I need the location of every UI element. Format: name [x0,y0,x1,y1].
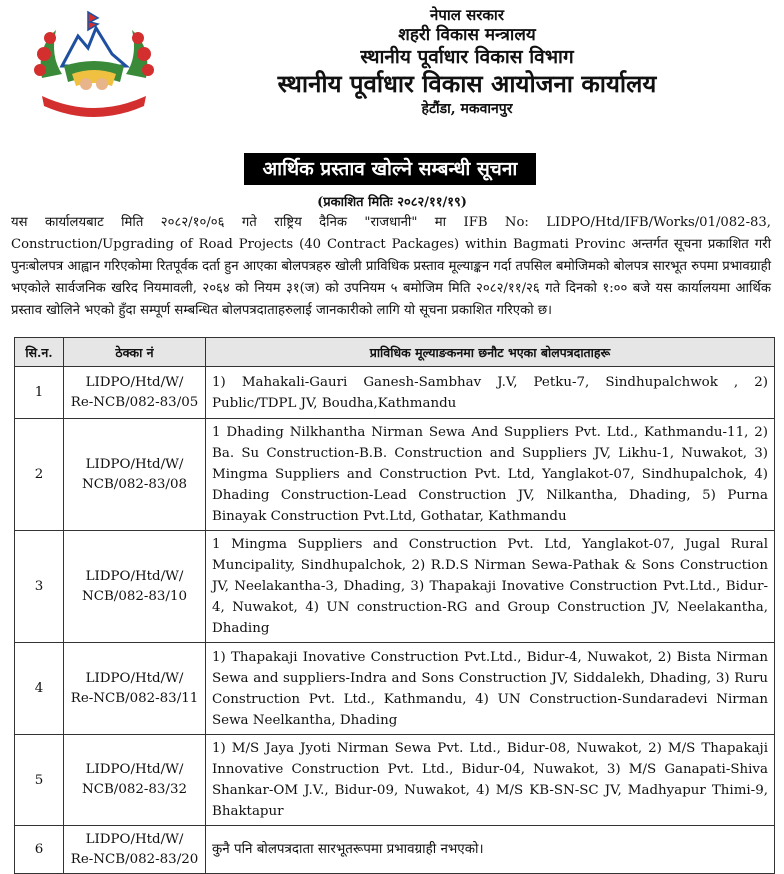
nepal-government-emblem-icon [28,8,160,120]
row-contract-no [64,735,206,826]
contract-no-line-2: NCB/082-83/08 [82,476,187,492]
notice-title: आर्थिक प्रस्ताव खोल्ने सम्बन्धी सूचना [244,153,536,185]
contract-no-line-1: LIDPO/Htd/W/ [85,374,184,390]
table-row [15,367,775,419]
contract-no-line-1: LIDPO/Htd/W/ [85,831,184,847]
row-contract-no [64,531,206,643]
notice-intro-paragraph: यस कार्यालयबाट मिति २०८२/१०/०६ गते राष्ट्रिय दैनिक "राजधानी" मा IFB No: LIDPO/Htd/IFB/Works/01/082-83, Construction/Upgrading of Road Projects (40 Contract Packages) within Bagmati Provinc अन्तर्गत सूचना प्रकाशित गरी पुनःबोलपत्र आह्वान गरिएकोमा रितपूर्वक दर्ता हुन आएका बोलपत्रहरु खोली प्राविधिक प्रस्ताव मूल्याङ्कन गर्दा तपसिल बमोजिमको बोलपत्र सारभूत रुपमा प्रभावग्राही भएकोले सार्वजनिक खरिद नियमावली, २०६४ को नियम ३१(ज) को उपनियम ५ बमोजिम मिति २०८२/११/२६ गते दिनको १:०० बजे यस कार्यालयमा आर्थिक प्रस्ताव खोलिने भएको हुँदा सम्पूर्ण सम्बन्धित बोलपत्रदाताहरुलाई जानकारीको लागि यो सूचना प्रकाशित गरिएको छ। [11,215,771,318]
table-row [15,419,775,531]
contract-no-line-2: Re-NCB/082-83/05 [70,394,199,410]
row-bidders: 1) Mahakali-Gauri Ganesh-Sambhav J.V, Petku-7, Sindhupalchwok , 2) Public/TDPL JV, Boudha,Kathmandu [206,367,775,419]
row-serial: 5 [15,735,64,826]
department-name: स्थानीय पूर्वाधार विकास विभाग [360,46,574,68]
row-contract-no [64,367,206,419]
ministry-name: शहरी विकास मन्त्रालय [398,25,536,45]
bidders-table [14,337,775,874]
office-header [160,6,774,119]
row-serial: 4 [15,643,64,735]
row-contract-no [64,419,206,531]
row-bidders: 1 Mingma Suppliers and Construction Pvt. Ltd, Yanglakot-07, Jugal Rural Muncipality, Sindhupalchok, 2) R.D.S Nirman Sewa-Pathak & Sons Construction JV, Neelakantha-3, Dhading, 3) Thapakaji Inovative Construction Pvt.Ltd., Bidur-4, Nuwakot, 4) UN construction-RG and Group Construction JV, Neelakantha, Dhading [206,531,775,643]
contract-no-line-2: NCB/082-83/10 [82,588,187,604]
row-serial: 3 [15,531,64,643]
row-bidders: 1 Dhading Nilkhantha Nirman Sewa And Suppliers Pvt. Ltd., Kathmandu-11, 2) Ba. Su Construction-B.B. Construction and Suppliers JV, Likhu-1, Nuwakot, 3) Mingma Suppliers and Construction Pvt. Ltd, Yanglakot-07, Sindhupalchok, 4) Dhading Construction-Lead Construction JV, Nilkantha, Dhading, 5) Purna Binayak Construction Pvt.Ltd, Gothatar, Kathmandu [206,419,775,531]
table-header-row [15,338,775,367]
contract-no-line-2: Re-NCB/082-83/20 [70,851,199,867]
header-contract-no: ठेक्का नं [64,338,206,367]
published-date: (प्रकाशित मितिः २०८२/११/१९) [317,195,467,210]
table-row [15,531,775,643]
office-name: स्थानीय पूर्वाधार विकास आयोजना कार्यालय [277,69,657,98]
office-location: हेटौंडा, मकवानपुर [421,101,513,117]
government-name: नेपाल सरकार [430,6,504,24]
header-serial: सि.न. [15,338,64,367]
contract-no-line-1: LIDPO/Htd/W/ [85,762,184,777]
contract-no-line-2: Re-NCB/082-83/11 [70,690,199,706]
contract-no-line-1: LIDPO/Htd/W/ [85,568,184,584]
row-serial: 6 [15,826,64,874]
row-bidders: कुनै पनि बोलपत्रदाता सारभूतरूपमा प्रभावग्राही नभएको। [206,826,775,874]
table-row [15,643,775,735]
table-row [15,735,775,826]
contract-no-line-1: LIDPO/Htd/W/ [85,456,184,472]
row-contract-no [64,826,206,874]
row-contract-no [64,643,206,735]
contract-no-line-2: NCB/082-83/32 [82,782,187,797]
header-bidders: प्राविधिक मूल्याङकनमा छनौट भएका बोलपत्रदाताहरू [206,338,775,367]
contract-no-line-1: LIDPO/Htd/W/ [85,670,184,686]
row-serial: 1 [15,367,64,419]
row-bidders: 1) Thapakaji Inovative Construction Pvt.Ltd., Bidur-4, Nuwakot, 2) Bista Nirman Sewa and suppliers-Indra and Sons Construction JV, Siddalekh, Dhading, 3) Ruru Construction Pvt. Ltd., Kathmandu, 4) UN Construction-Sundaradevi Nirman Sewa Neelkantha, Dhading [206,643,775,735]
table-row [15,826,775,874]
row-bidders: 1) M/S Jaya Jyoti Nirman Sewa Pvt. Ltd., Bidur-08, Nuwakot, 2) M/S Thapakaji Innovative Construction Pvt. Ltd., Bidur-04, Nuwakot, 3) M/S Ganapati-Shiva Shankar-OM J.V., Bidur-09, Nuwakot, 4) M/S KB-SN-SC JV, Madhyapur Thimi-9, Bhaktapur [206,735,775,826]
row-serial: 2 [15,419,64,531]
